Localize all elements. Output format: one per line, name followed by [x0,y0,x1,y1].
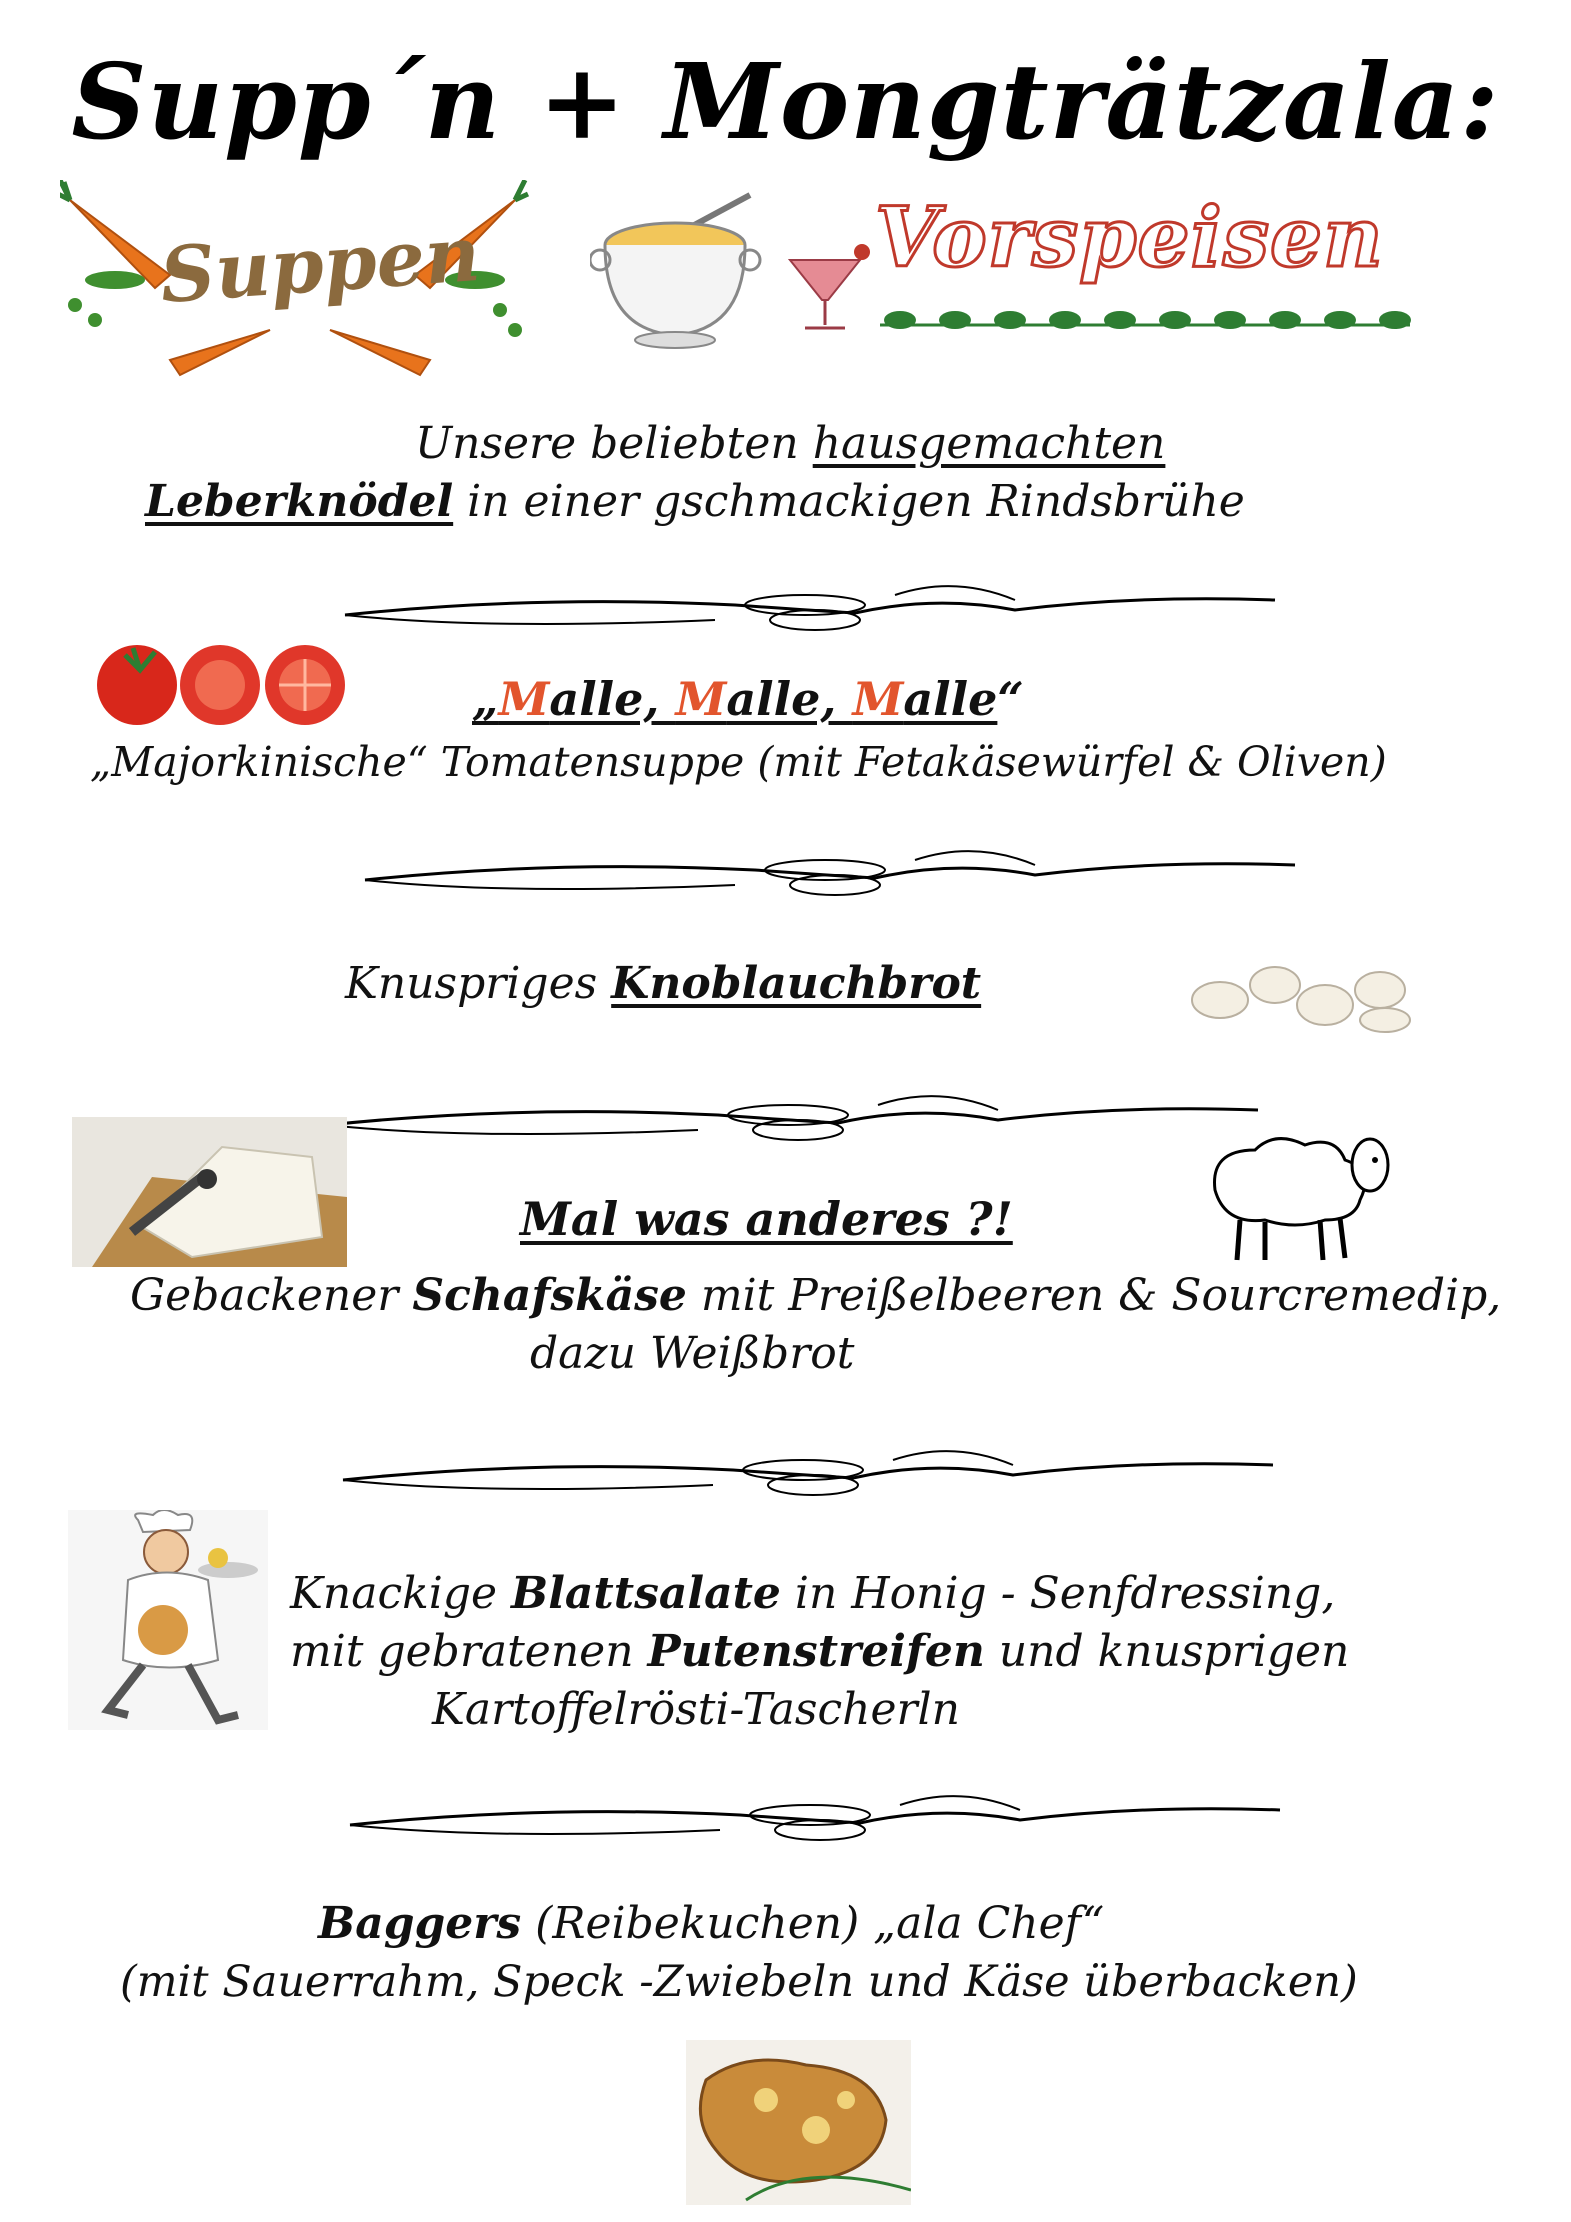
item3-line: Knuspriges Knoblauchbrot [345,958,982,1009]
item6-line1: Baggers (Reibekuchen) „ala Chef“ [318,1898,1105,1949]
item1-line1: Unsere beliebten hausgemachten [415,418,1166,469]
garlic-icon [1180,945,1420,1039]
page-title: Supp´n + Mongträtzala: [71,40,1500,163]
vorspeisen-word: Vorspeisen [875,190,1384,286]
sheep-icon [1195,1120,1395,1274]
ornament-divider [355,840,1305,910]
malle-title: „Malle, Malle, Malle“ [472,672,1024,726]
potato-pancake-icon [686,2040,911,2209]
item4-heading: Mal was anderes ?! [520,1192,1013,1246]
cheese-icon [72,1117,347,1271]
item1-line2: Leberknödel in einer gschmackigen Rindsbrühe [145,476,1245,527]
suppen-banner [60,180,530,380]
ornament-divider [335,575,1285,645]
ornament-divider [333,1440,1283,1510]
item4-line1: Gebackener Schafskäse mit Preißelbeeren & Sourcremedip, [130,1270,1502,1321]
tomato-icon [95,640,345,734]
chef-icon [68,1510,268,1734]
ornament-divider [318,1085,1268,1155]
item5-line1: Knackige Blattsalate in Honig - Senfdressing, [290,1568,1336,1619]
suppen-word: Suppen [157,208,483,321]
ornament-divider [340,1785,1290,1855]
item5-line2: mit gebratenen Putenstreifen und knusprigen [290,1626,1350,1677]
item6-line2: (mit Sauerrahm, Speck -Zwiebeln und Käse überbacken) [120,1957,1358,2007]
cocktail-glass-icon [790,244,870,328]
malle-description: „Majorkinische“ Tomatensuppe (mit Fetakäsewürfel & Oliven) [90,738,1387,786]
soup-tureen-icon [590,190,770,350]
leaf-garland-icon [880,311,1411,329]
vorspeisen-banner [780,180,1420,360]
item4-line2: dazu Weißbrot [530,1328,855,1379]
item5-line3: Kartoffelrösti-Tascherln [432,1684,960,1735]
